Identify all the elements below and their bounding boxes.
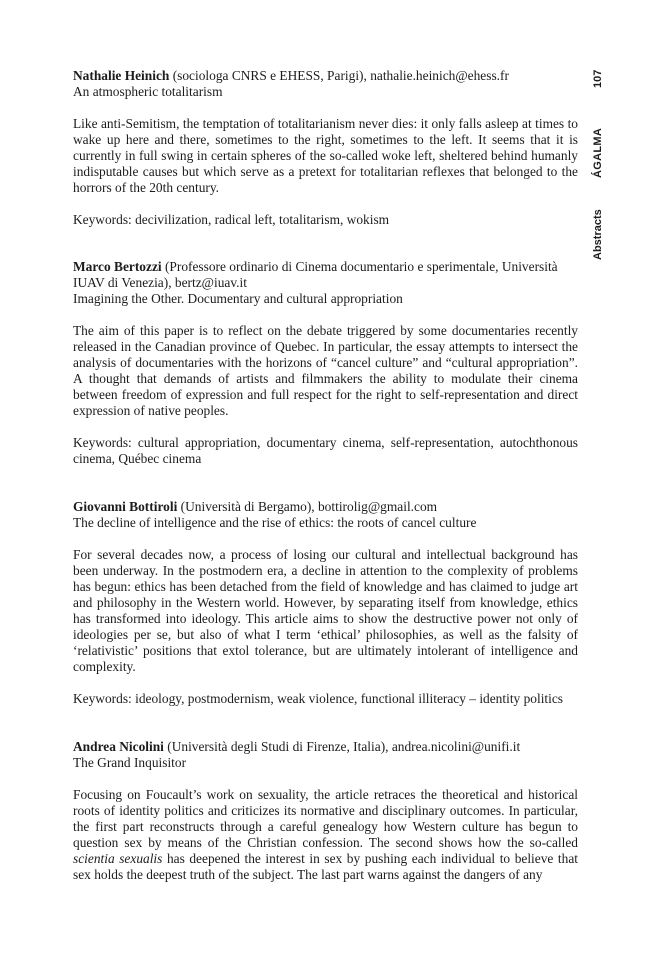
page-number: 107 bbox=[592, 69, 604, 88]
keywords: Keywords: decivilization, radical left, totalitarism, wokism bbox=[73, 212, 390, 227]
keywords: Keywords: ideology, postmodernism, weak violence, functional illiteracy – identity politics bbox=[73, 691, 564, 706]
article-title: The decline of intelligence and the rise of ethics: the roots of cancel culture bbox=[73, 515, 477, 530]
abstract-text-part: has deepened the interest in sex by pushing each individual to believe that sex holds the deepest truth of the subject. The last part warns against the dangers of any bbox=[73, 851, 579, 882]
article-title: An atmospheric totalitarism bbox=[73, 84, 223, 99]
abstract-text bbox=[73, 116, 578, 196]
abstract-entry-bertozzi bbox=[73, 259, 578, 467]
abstract-text-part: Like anti-Semitism, the temptation of totalitarianism never dies: it only falls asleep at times to wake up here and there, sometimes to the right, sometimes to the left. It seems that it is currently in full swing in certain spheres of the so-called woke left, sheltered behind humanly indisputable causes but which serve as a pretext for totalitarian reflexes that belonged to the horrors of the 20th century. bbox=[73, 116, 578, 195]
abstract-text bbox=[73, 547, 578, 675]
abstracts-column bbox=[73, 68, 578, 899]
entry-header bbox=[73, 259, 578, 291]
author-affiliation: (sociologa CNRS e EHESS, Parigi), nathalie.heinich@ehess.fr bbox=[169, 68, 509, 83]
article-title: Imagining the Other. Documentary and cultural appropriation bbox=[73, 291, 403, 306]
entry-header bbox=[73, 499, 578, 515]
author-name: Marco Bertozzi bbox=[73, 259, 162, 274]
running-header bbox=[586, 60, 612, 260]
abstract-entry-nicolini bbox=[73, 739, 578, 883]
abstract-text bbox=[73, 323, 578, 419]
author-affiliation: (Università di Bergamo), bottirolig@gmail.com bbox=[177, 499, 438, 514]
abstract-text-part: For several decades now, a process of losing our cultural and intellectual background has been underway. In the postmodern era, a decline in attention to the complexity of problems has begun: ethics has been detached from the field of knowledge and has claimed to judge art and philosophy in the Western world. However, by separating itself from knowledge, ethics has transformed into ideology. This article aims to show the destructive power not only of ideologies per se, but also of what I term ‘ethical’ philosophies, as well as the falsity of ‘relativistic’ positions that extol tolerance, but are ultimately intolerant of intelligence and complexity. bbox=[73, 547, 578, 674]
abstract-text bbox=[73, 787, 578, 883]
entry-header bbox=[73, 739, 578, 755]
author-affiliation: (Università degli Studi di Firenze, Italia), andrea.nicolini@unifi.it bbox=[163, 739, 521, 754]
author-name: Andrea Nicolini bbox=[73, 739, 164, 754]
article-title: The Grand Inquisitor bbox=[73, 755, 187, 770]
abstract-entry-heinich bbox=[73, 68, 578, 228]
journal-name: ÁGALMA bbox=[592, 127, 604, 178]
abstract-text-part: The aim of this paper is to reflect on the debate triggered by some documentaries recently released in the Canadian province of Quebec. In particular, the essay attempts to intersect the analysis of documentaries with the horizons of “cancel culture” and “cultural appropriation”. A thought that demands of artists and filmmakers the ability to modulate their cinema between freedom of expression and full respect for the right to self-representation and direct expression of native peoples. bbox=[73, 323, 578, 418]
abstract-entry-bottiroli bbox=[73, 499, 578, 707]
author-name: Nathalie Heinich bbox=[73, 68, 170, 83]
author-affiliation: (Professore ordinario di Cinema documentario e sperimentale, Università IUAV di Venezia), bertz@iuav.it bbox=[73, 259, 558, 290]
keywords: Keywords: cultural appropriation, documentary cinema, self-representation, autochthonous cinema, Québec cinema bbox=[73, 435, 578, 466]
abstract-text-part: Focusing on Foucault’s work on sexuality, the article retraces the theoretical and historical roots of identity politics and criticizes its normative and disciplinary outcomes. In particular, the first part reconstructs through a careful genealogy how Western culture has begun to question sex by means of the Christian confession. The second shows how the so-called bbox=[73, 787, 578, 850]
abstract-italic-term: scientia sexualis bbox=[73, 851, 163, 866]
entry-header bbox=[73, 68, 578, 84]
section-name: Abstracts bbox=[592, 209, 604, 260]
author-name: Giovanni Bottiroli bbox=[73, 499, 178, 514]
